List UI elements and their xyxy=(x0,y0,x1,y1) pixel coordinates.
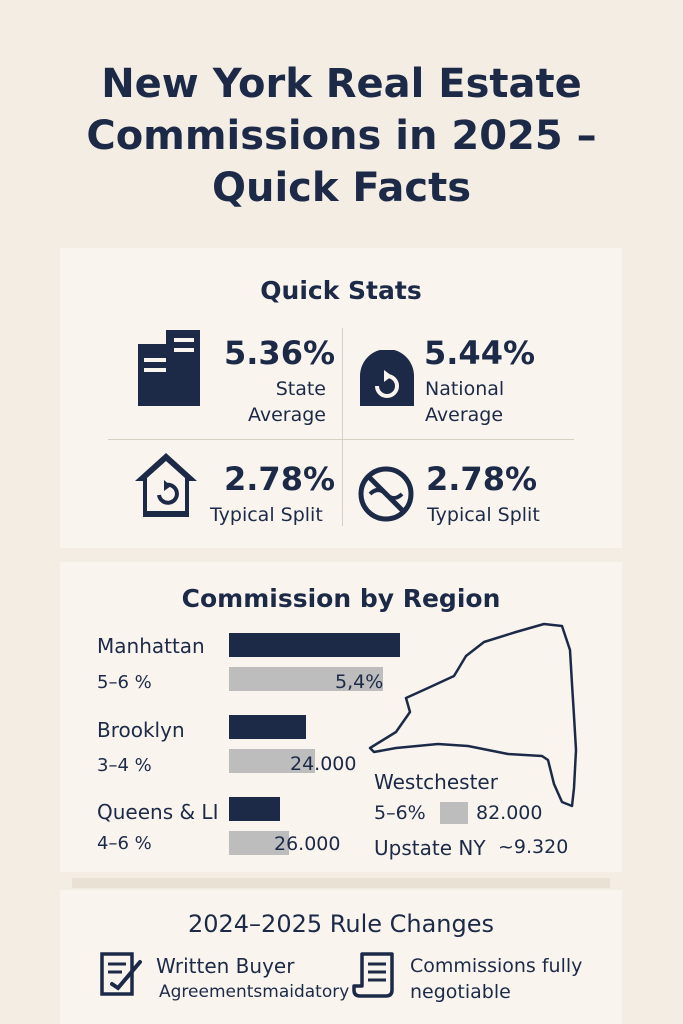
stat-value-state-average: 5.36% xyxy=(224,334,336,372)
region-range-brooklyn: 3–4 % xyxy=(97,755,152,776)
stat-label-typical-split: Typical Split xyxy=(210,504,323,526)
scroll-document-icon xyxy=(352,950,398,998)
region-range-manhattan: 5–6 % xyxy=(97,672,152,693)
house-refresh-icon xyxy=(133,451,199,519)
no-sign-icon xyxy=(356,464,416,524)
stat-label-typical-split-2: Typical Split xyxy=(427,504,540,526)
region-name-upstate: Upstate NY xyxy=(374,836,486,860)
region-value-westchester: 82.000 xyxy=(476,802,543,824)
stats-horizontal-divider xyxy=(108,439,574,440)
region-name-brooklyn: Brooklyn xyxy=(97,718,185,742)
region-range-westchester: 5–6% xyxy=(374,802,426,824)
rule-2-line-2: negotiable xyxy=(410,981,511,1003)
westchester-value-swatch xyxy=(440,802,468,824)
stat-label-line-1: State xyxy=(275,378,326,400)
signed-document-icon xyxy=(98,950,144,998)
building-icon xyxy=(136,328,202,408)
section-divider xyxy=(72,878,610,888)
rule-2-line-1: Commissions fully xyxy=(410,955,583,977)
title-line-3: Quick Facts xyxy=(211,165,472,211)
bar-label-brooklyn: 24.000 xyxy=(290,753,357,775)
region-range-queens-li: 4–6 % xyxy=(97,833,152,854)
page-title xyxy=(0,58,683,214)
stat-label-state-average xyxy=(228,376,326,428)
stat-value-typical-split-2: 2.78% xyxy=(426,460,538,498)
title-line-2: Commissions in 2025 – xyxy=(86,113,597,159)
refresh-arch-icon xyxy=(358,350,416,408)
rule-1-line-2: Agreementsmaidatory xyxy=(159,982,350,1002)
rules-heading: 2024–2025 Rule Changes xyxy=(187,910,495,938)
stats-vertical-divider xyxy=(342,328,343,526)
stat-label-national-average xyxy=(425,376,504,428)
rule-1-line-1: Written Buyer xyxy=(156,954,295,978)
stat-label-line-1: National xyxy=(425,378,505,400)
region-value-upstate: ~9.320 xyxy=(498,836,569,858)
title-line-1: New York Real Estate xyxy=(101,61,582,107)
bar-label-queens-li: 26.000 xyxy=(274,833,341,855)
stat-value-typical-split: 2.78% xyxy=(224,460,336,498)
region-name-queens-li: Queens & LI xyxy=(97,800,219,824)
region-name-manhattan: Manhattan xyxy=(97,634,205,658)
bar-label-manhattan: 5,4% xyxy=(335,671,384,693)
stat-label-line-2: Average xyxy=(425,404,504,426)
stat-value-national-average: 5.44% xyxy=(424,334,536,372)
region-name-westchester: Westchester xyxy=(374,770,498,794)
region-heading: Commission by Region xyxy=(181,584,501,613)
stat-label-line-2: Average xyxy=(247,404,326,426)
bar-primary-queens-li xyxy=(229,797,280,821)
bar-primary-brooklyn xyxy=(229,715,306,739)
quick-stats-heading: Quick Stats xyxy=(260,276,422,305)
